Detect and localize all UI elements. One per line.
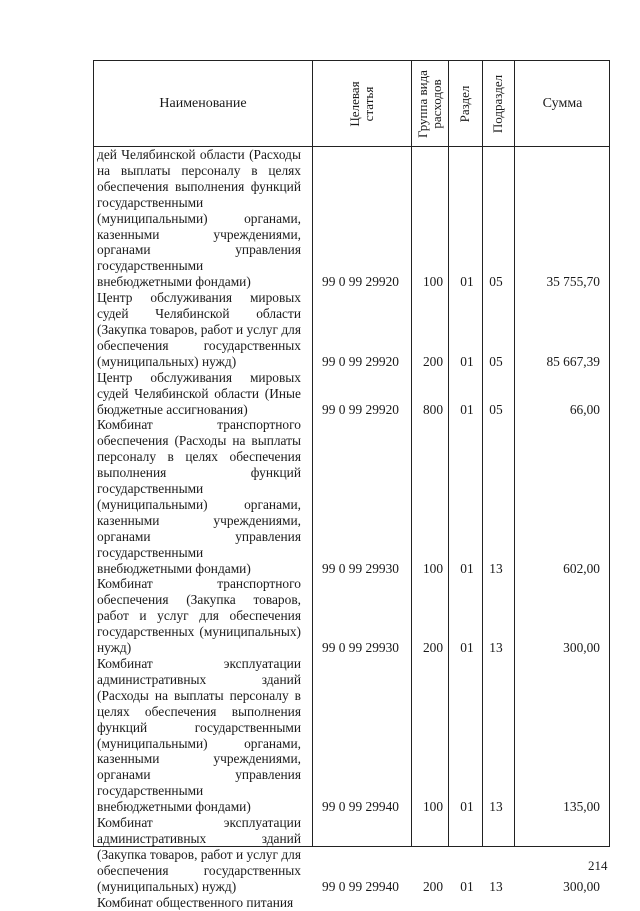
- row-sum: 66,00: [569, 401, 600, 417]
- row-section: 01: [460, 560, 474, 576]
- row-section: 01: [460, 878, 474, 894]
- row-section: 01: [460, 274, 474, 290]
- row-subsection: 13: [489, 560, 503, 576]
- row-description: Комбинат общественного питания: [97, 894, 294, 910]
- table-row: [94, 656, 609, 815]
- row-section: 01: [460, 799, 474, 815]
- header-target: [312, 61, 411, 146]
- header-subsection-label: Подраздел: [490, 74, 505, 133]
- row-subsection: 05: [489, 353, 503, 369]
- table-row: [94, 895, 609, 911]
- row-description: Комбинат эксплуатации административных зданий (Закупка товаров, работ и услуг для обеспечения государственных (муниципальных) нужд): [97, 815, 301, 894]
- table-row: [94, 290, 609, 370]
- row-group: 200: [422, 353, 444, 369]
- row-target-code: 99 0 99 29940: [322, 878, 399, 894]
- row-subsection: 13: [489, 878, 503, 894]
- header-section: [448, 61, 482, 146]
- row-subsection: 05: [489, 274, 503, 290]
- table-row: [94, 815, 609, 895]
- row-description: Комбинат транспортного обеспечения (Расходы на выплаты персоналу в целях обеспечения выполнения функций государственными (муниципальными) органами, казенными учреждениями, органами управления государственными внебюджетными фондами): [97, 417, 301, 576]
- row-target-code: 99 0 99 29930: [322, 560, 399, 576]
- row-sum: 602,00: [563, 560, 600, 576]
- row-subsection: 13: [489, 640, 503, 656]
- table-row: [94, 576, 609, 656]
- header-group-label: Группа вида расходов: [414, 69, 444, 138]
- row-group: 100: [422, 274, 444, 290]
- row-description: дей Челябинской области (Расходы на выплаты персоналу в целях обеспечения выполнения функций государственными (муниципальными) органами, казенными учреждениями, органами управления государственными внебюджетными фондами): [97, 147, 301, 290]
- table-row: [94, 147, 609, 290]
- row-target-code: 99 0 99 29930: [322, 640, 399, 656]
- row-target-code: 99 0 99 29920: [322, 274, 399, 290]
- table-body: [94, 147, 609, 911]
- row-target-code: 99 0 99 29920: [322, 401, 399, 417]
- row-description: Комбинат эксплуатации административных зданий (Расходы на выплаты персоналу в целях обеспечения выполнения функций государственными (муниципальными) органами, казенными учреждениями, органами управления государственными внебюджетными фондами): [97, 656, 301, 815]
- row-sum: 300,00: [563, 640, 600, 656]
- row-section: 01: [460, 640, 474, 656]
- header-group: [411, 61, 448, 146]
- row-subsection: 13: [489, 799, 503, 815]
- header-name: [94, 61, 312, 146]
- header-target-label: Целевая статья: [346, 80, 376, 127]
- row-subsection: 05: [489, 401, 503, 417]
- header-name-label: Наименование: [159, 95, 247, 111]
- header-section-label: Раздел: [457, 85, 472, 122]
- row-sum: 300,00: [563, 878, 600, 894]
- row-target-code: 99 0 99 29920: [322, 353, 399, 369]
- row-target-code: 99 0 99 29940: [322, 799, 399, 815]
- page-number: 214: [588, 858, 608, 873]
- row-description: Центр обслуживания мировых судей Челябинской области (Закупка товаров, работ и услуг для обеспечения государственных (муниципальных) нужд): [97, 290, 301, 369]
- header-subsection: [482, 61, 514, 146]
- row-group: 100: [422, 799, 444, 815]
- row-sum: 85 667,39: [546, 353, 600, 369]
- row-section: 01: [460, 353, 474, 369]
- row-section: 01: [460, 401, 474, 417]
- row-group: 200: [422, 640, 444, 656]
- table-row: [94, 370, 609, 418]
- header-sum-label: Сумма: [542, 95, 583, 111]
- row-description: Комбинат транспортного обеспечения (Закупка товаров, работ и услуг для обеспечения государственных (муниципальных) нужд): [97, 576, 301, 656]
- table-row: [94, 417, 609, 576]
- row-group: 100: [422, 560, 444, 576]
- row-description: Центр обслуживания мировых судей Челябинской области (Иные бюджетные ассигнования): [97, 369, 301, 417]
- row-group: 800: [422, 401, 444, 417]
- row-sum: 35 755,70: [546, 274, 600, 290]
- header-sum: [514, 61, 611, 146]
- row-group: 200: [422, 878, 444, 894]
- row-sum: 135,00: [563, 799, 600, 815]
